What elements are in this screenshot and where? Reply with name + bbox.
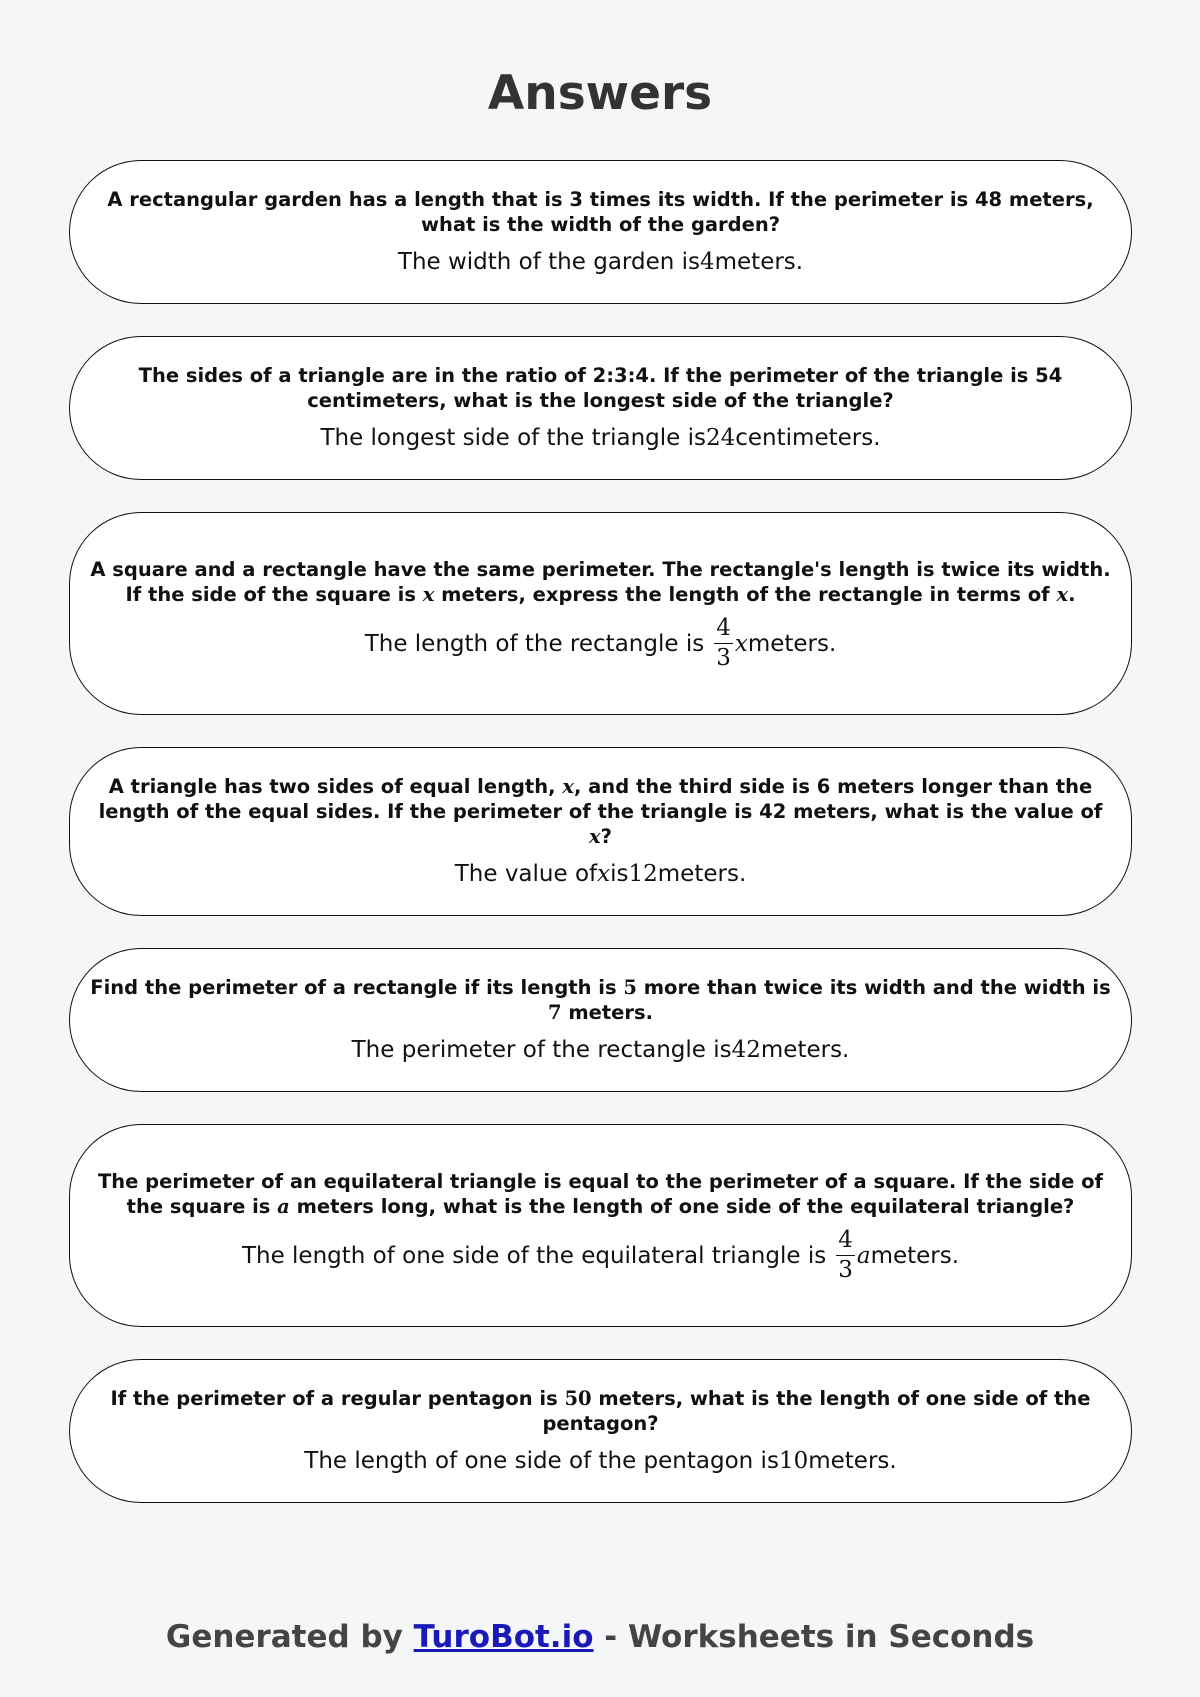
footer: Generated by TuroBot.io - Worksheets in Seconds <box>165 1619 1035 1655</box>
answer-text: The perimeter of the rectangle is 42 meters. <box>351 1037 850 1063</box>
answer-card <box>69 160 1132 304</box>
answer-card <box>69 1124 1132 1327</box>
question-text: A rectangular garden has a length that is 3 times its width. If the perimeter is 48 meters, what is the width of the garden? <box>107 188 1094 236</box>
fraction: $\frac{4}{3}$ <box>716 615 731 671</box>
fraction: $\frac{4}{3}$ <box>838 1227 853 1283</box>
question-text: The perimeter of an equilateral triangle is equal to the perimeter of a square. If the side of the square is a meters long, what is the length of one side of the equilateral triangle? <box>97 1170 1104 1218</box>
answer-card <box>69 948 1132 1092</box>
turobot-link[interactable]: TuroBot.io <box>413 1619 594 1655</box>
page-title: Answers <box>487 66 713 121</box>
question-text: The sides of a triangle are in the ratio of 2:3:4. If the perimeter of the triangle is 54 centimeters, what is the longest side of the triangle? <box>138 364 1063 412</box>
question-text: If the perimeter of a regular pentagon is 50 meters, what is the length of one side of the pentagon? <box>110 1387 1091 1435</box>
answer-text: The length of the rectangle is $\frac{4}{3}$ x meters. <box>364 615 837 671</box>
answer-text: The width of the garden is 4 meters. <box>397 249 804 275</box>
question-text: Find the perimeter of a rectangle if its length is 5 more than twice its width and the width is 7 meters. <box>90 976 1111 1024</box>
answer-text: The longest side of the triangle is 24 centimeters. <box>320 425 881 451</box>
answer-text: The length of one side of the pentagon is 10 meters. <box>304 1448 897 1474</box>
question-text: A triangle has two sides of equal length, x, and the third side is 6 meters longer than the length of the equal sides. If the perimeter of the triangle is 42 meters, what is the value of x? <box>98 775 1103 848</box>
answer-card <box>69 336 1132 480</box>
answer-card <box>69 1359 1132 1503</box>
question-text: A square and a rectangle have the same perimeter. The rectangle's length is twice its width. If the side of the square is x meters, express the length of the rectangle in terms of x. <box>90 558 1111 606</box>
answer-text: The value of x is 12 meters. <box>454 861 747 887</box>
answer-card <box>69 512 1132 715</box>
answer-card <box>69 747 1132 916</box>
answer-text: The length of one side of the equilateral triangle is $\frac{4}{3}$ a meters. <box>241 1227 960 1283</box>
